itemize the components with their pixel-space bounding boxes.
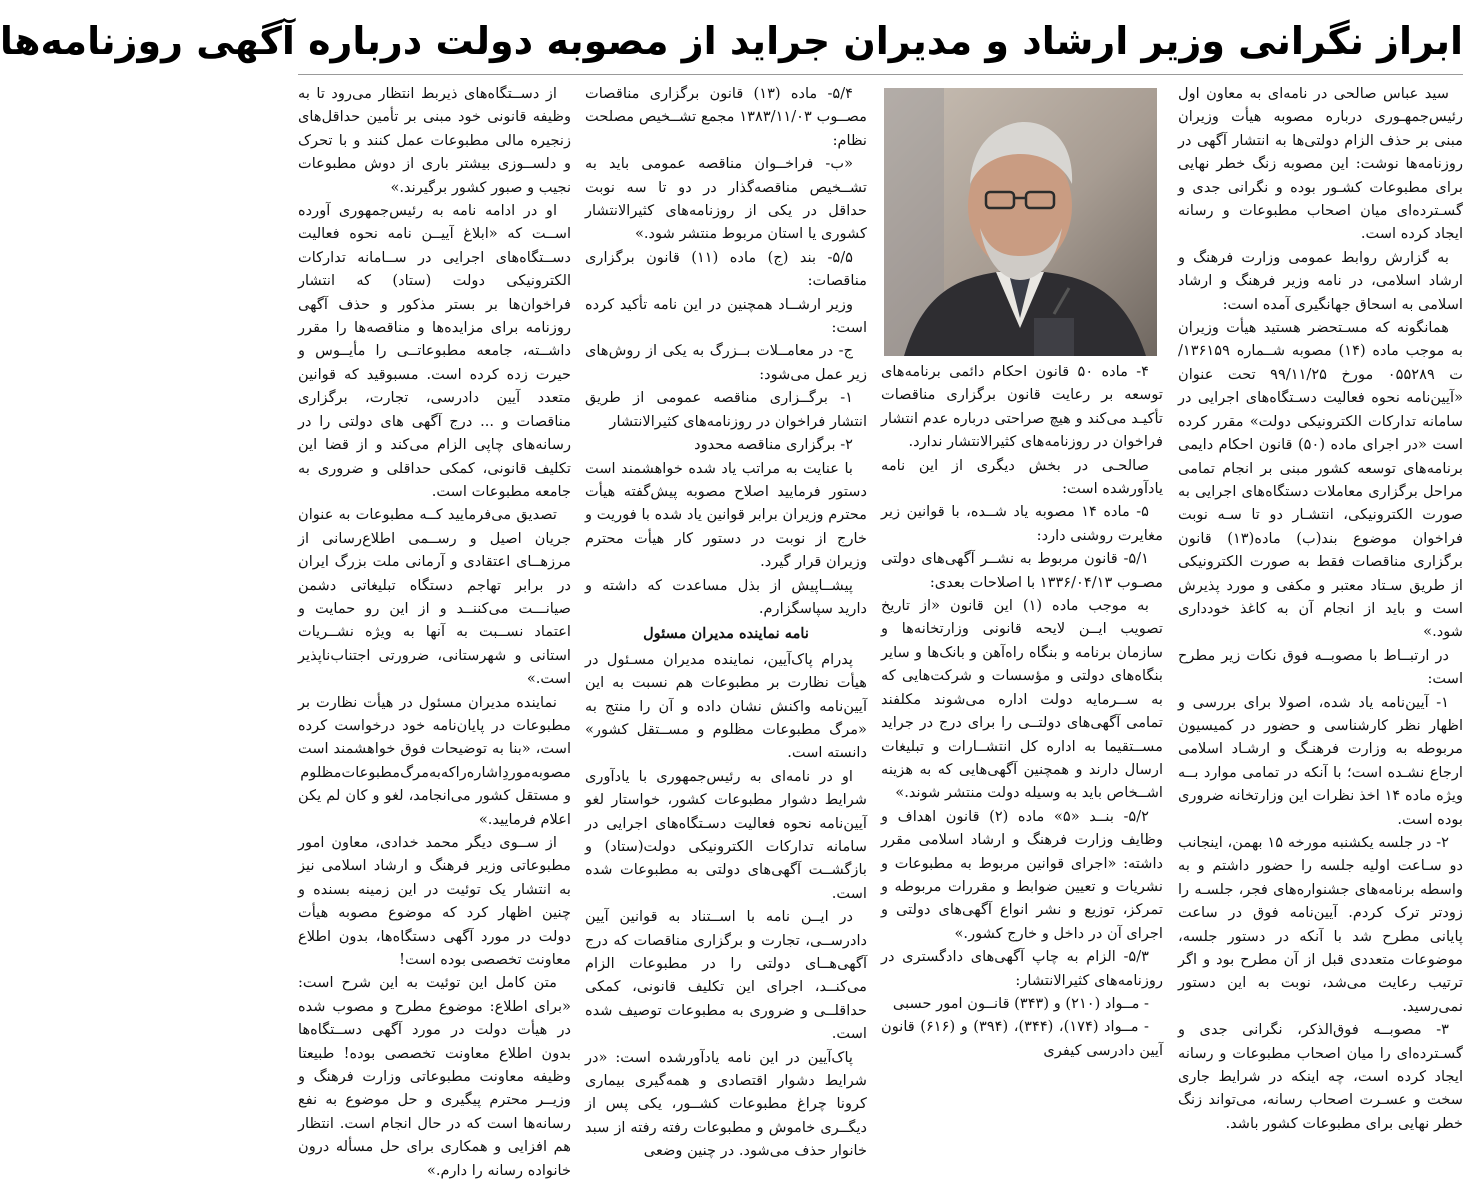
paragraph: ۵/۵- بند (ج) ماده (۱۱) قانون برگزاری مناقصات:: [585, 248, 867, 290]
paragraph: به گزارش روابط عمومی وزارت فرهنگ و ارشاد اسلامی، در نامه وزیر فرهنگ و ارشاد اسلامی به اسحاق جهانگیری آمده است:: [1178, 248, 1463, 313]
paragraph: پاک‌آیین در این نامه یادآورشده است: «در شرایط دشوار اقتصادی و همه‌گیری بیماری کرونا چراغ مطبوعات کشــور، یکی پس از دیگــری خاموش و مطبوعات رفته رفته از سبد خانوار حذف می‌شود. در چنین وضعی: [585, 1048, 867, 1160]
minister-portrait-image: [884, 88, 1157, 356]
paragraph: در ایــن نامه با اســتناد به قوانین آیین دادرســی، تجارت و برگزاری مناقصات که درج آگهی‌هــای دولتی را در مطبوعات الزام می‌کنــد، اجرای این تکلیف قانونی، کمکی حداقلــی و ضروری به مطبوعات توصیف شده است.: [585, 908, 867, 1043]
paragraph: همانگونه که مسـتحضر هستید هیأت وزیران به موجب ماده (۱۴) مصوبه شــماره ۱۳۶۱۵۹/ت ۰۵۵۲۸۹ مورخ ۹۹/۱۱/۲۵ تحت عنوان «آیین‌نامه نحوه فعالیت دسـتگاه‌های اجرایی در سامانه تدارکات الکترونیکی دولت» مقرر کرده است «در اجرای ماده (۵۰) قانون احکام دایمی برنامه‌های توسعه کشور مبنی بر انجام تمامی مراحل برگزاری معاملات دستگاه‌های اجرایی به صورت الکترونیکی، انتشـار دو تا سـه نوبت فراخوان موضوع بند(ب) ماده(۱۳) قانون برگزاری مناقصات فقط به صورت الکترونیکی از طریق سـتاد معتبر و مکفی و مورد پذیرش است و باید از انجام آن به کاغذ خودداری شود.»: [1178, 319, 1463, 641]
paragraph: از دســتگاه‌های ذیربط انتظار می‌رود تا به وظیفه قانونی خود مبنی بر تأمین حداقل‌های زنجیره مالی مطبوعات عمل کنند و با تحرک و دلســوزی بیشتر باری از دوش مطبوعات نجیب و صبور کشور برگیرند.»: [298, 85, 571, 196]
paragraph: ۵- ماده ۱۴ مصوبه یاد شــده، با قوانین زیر مغایرت روشنی دارد:: [881, 503, 1163, 544]
paragraph: وزیر ارشــاد همچنین در این نامه تأکید کرده است:: [585, 295, 867, 337]
paragraph: ۵/۴- ماده (۱۳) قانون برگزاری مناقصات مصــوب ۱۳۸۳/۱۱/۰۳ مجمع تشــخیص مصلحت نظام:: [585, 85, 867, 149]
paragraph: او در نامه‌ای به رئیس‌جمهوری با یادآوری شرایط دشوار مطبوعات کشور، خواستار لغو آیین‌نامه نحوه فعالیت دسـتگاه‌های اجرایی در سامانه تدارکات الکترونیکی دولت(ستاد) و بازگشــت آگهی‌های دولتی به مطبوعات شده است.: [585, 767, 867, 902]
paragraph: پدرام پاک‌آیین، نماینده مدیران مسـئول در هیأت نظارت بر مطبوعات هم نسبت به این آیین‌نامه واکنش نشان داده و آن را منتج به «مرگ مطبوعات مظلوم و مســتقل کشور» دانسته است.: [585, 650, 867, 762]
article-columns: [298, 82, 1463, 1179]
paragraph: ۴- ماده ۵۰ قانون احکام دائمی برنامه‌های توسعه بر رعایت قانون برگزاری مناقصات تأکیـد می‌کند و هیچ صراحتی درباره عدم انتشار فراخوان در روزنامه‌های کثیرالانتشار ندارد.: [881, 363, 1163, 451]
paragraph: ۳- مصوبــه فوق‌الذکر، نگرانی جدی و گسـترده‌ای را میان اصحاب مطبوعات و رسانه ایجاد کرده است، چه اینکه در شرایط جاری سخت و عسـرت اصحاب رسانه، می‌تواند زنگ خطر نهایی برای مطبوعات کشور باشد.: [1178, 1021, 1463, 1132]
paragraph: با عنایت به مراتب یاد شده خواهشمند است دستور فرمایید اصلاح مصوبه پیش‌گفته هیأت محترم وزیران برابر قوانین یاد شده با فوریت و خارج از نوبت در دستور کار هیأت محترم وزیران قرار گیرد.: [585, 459, 867, 571]
paragraph: نماینده مدیران مسئول در هیأت نظارت بر مطبوعات در پایان‌نامه خود درخواست کرده است، «بنا به توضیحات فوق خواهشمند است مصوبه‌موردِاشاره‌راکه‌به‌مرگ‌مطبوعات‌مظلوم و مستقل کشور می‌انجامد، لغو و کان لم یکن اعلام فرمایید.»: [298, 693, 571, 828]
paragraph: ۵/۱- قانون مربوط به نشــر آگهی‌های دولتی مصـوب ۱۳۳۶/۰۴/۱۳ با اصلاحات بعدی:: [881, 550, 1163, 591]
paragraph: ۲- در جلسه یکشنبه مورخه ۱۵ بهمن، اینجانب دو سـاعت اولیه جلسه را حضور داشتم و به واسطه برنامه‌های جشنواره‌های فجر، جلسـه را زودتر ترک کردم. آیین‌نامه فوق در ساعت پایانی مطرح شد با آنکه در دستور جلسه، موضوعات متعددی قبل از آن مطرح بود و اگر ترتیب رعایت می‌شد، نوبت به این دستور نمی‌رسید.: [1178, 834, 1463, 1015]
paragraph: - مــواد (۱۷۴)، (۳۴۴)، (۳۹۴) و (۶۱۶) قانون آیین دادرسی کیفری: [881, 1018, 1163, 1059]
paragraph: به موجب ماده (۱) این قانون «از تاریخ تصویب ایــن لایحه قانونی وزارتخانه‌ها و سازمان برنامه و بنگاه راه‌آهن و بانک‌ها و سایر بنگاه‌های دولتی و مؤسسات و شرکت‌هایی که به ســرمایه دولت اداره می‌شوند مکلفند تمامی آگهی‌های دولتــی را برای درج در جراید مســتقیما به اداره کل انتشــارات و تبلیغات ارسال دارند و همچنین آگهی‌هایی که به هزینه اشــخاص باید به وسیله دولت منتشر شوند.»: [881, 597, 1163, 802]
paragraph: ۵/۲- بنــد «۵» ماده (۲) قانون اهداف و وظایف وزارت فرهنگ و ارشاد اسلامی مقرر داشته: «اجرای قوانین مربوط به مطبوعات و نشریات و تعیین ضوابط و مقررات مربوطه و تمرکز، توزیع و نشر انواع آگهی‌های دولتی و اجرای آن در داخل و خارج کشور.»: [881, 807, 1163, 942]
paragraph: تصدیق می‌فرمایید کــه مطبوعات به عنوان جریان اصیل و رســمی اطلاع‌رسانی از مرزهــای اعتقادی و آرمانی ملت بزرگ ایران در برابر تهاجم دستگاه تبلیغاتی دشمن صیانـــت می‌کننــد و از این رو حمایت و اعتماد نســبت به آنها به ویژه نشــریات استانی و شهرستانی، ضرورتی اجتناب‌ناپذیر است.»: [298, 506, 571, 688]
subheading: نامه نماینده مدیران مسئول: [643, 625, 809, 643]
minister-photo: [884, 88, 1157, 356]
column-3: [585, 82, 867, 1160]
paragraph: ۱- برگــزاری مناقصه عمومی از طریق انتشار فراخوان در روزنامه‌های کثیرالانتشار: [585, 389, 867, 430]
paragraph: - مــواد (۲۱۰) و (۳۴۳) قانــون امور حسبی: [892, 994, 1149, 1012]
column-4: [298, 82, 571, 1179]
article-headline: ابراز نگرانی وزیر ارشاد و مدیران جراید از مصوبه دولت درباره آگهی روزنامه‌ها: [298, 8, 1463, 75]
paragraph: ۵/۳- الزام به چاپ آگهی‌های دادگستری در روزنامه‌های کثیرالانتشار:: [881, 948, 1163, 989]
paragraph: صالحـی در بخش دیگری از این نامه یادآورشده است:: [881, 456, 1163, 498]
paragraph: ۲- برگزاری مناقصه محدود: [694, 436, 853, 454]
paragraph: از ســوی دیگر محمد خدادی، معاون امور مطبوعاتی وزیر فرهنگ و ارشاد اسلامی نیز به انتشار یک توئیت در این زمینه بسنده و چنین اظهار کرد که موضوع مصوبه هیأت دولت در مورد آگهی دستگاه‌ها، بدون اطلاع معاونت تخصصی بوده است!: [298, 834, 571, 969]
paragraph: «ب- فراخــوان مناقصه عمومی باید به تشــخیص مناقصه‌گذار در دو تا سه نوبت حداقل در یکی از روزنامه‌های کثیرالانتشار کشوری یا استان مربوط منتشر شود.»: [585, 155, 867, 243]
column-1: [1178, 82, 1463, 1142]
paragraph: متن کامل این توئیت به این شرح است: «برای اطلاع: موضوع مطرح و مصوب شده در هیأت دولت در مورد آگهی دســتگاه‌ها بدون اطلاع معاونت تخصصی بوده! طبیعتا وظیفه معاونت مطبوعاتی وزارت فرهنگ و وزیــر محترم پیگیری و حل موضوع به نفع رسانه‌ها است که در حال انجام است. انتظار هم افزایی و همکاری برای حل مسأله درون خانواده رسانه را دارم.»: [298, 974, 571, 1179]
paragraph: ج- در معامــلات بــزرگ به یکی از روش‌های زیر عمل می‌شود:: [585, 342, 867, 383]
paragraph: او در ادامه نامه به رئیس‌جمهوری آورده اســت که «ابلاغ آییــن نامه نحوه فعالیت دســتگاه‌های اجرایی در ســامانه تدارکات الکترونیکی دولت (ستاد) که انتشار فراخوان‌ها بر بستر مذکور و حذف آگهی روزنامه برای مزایده‌ها و مناقصه‌ها را مقرر داشــته، جامعه مطبوعاتــی را مأیــوس و حیرت زده کرده است. مسبوقید که قوانین متعدد آیین دادرسی، تجارت، برگزاری مناقصات و ... درج آگهی های دولتی را در رسانه‌های چاپی الزام می‌کند و از قضا این تکلیف قانونی، کمکی حداقلی و ضروری به جامعه مطبوعات است.: [298, 202, 571, 500]
paragraph: ۱- آیین‌نامه یاد شده، اصولا برای بررسی و اظهار نظر کارشناسی و حضور در کمیسیون مربوطه به وزارت فرهنـگ و ارشـاد اسلامی ارجاع نشـده است؛ با آنکه در تمامی موارد بــه ویژه ماده ۱۴ اخذ نظرات این وزارتخانه ضروری بوده است.: [1178, 693, 1463, 828]
paragraph: پیشــاپیش از بذل مساعدت که داشته و دارید سپاسگزارم.: [585, 576, 867, 617]
paragraph: سید عباس صالحی در نامه‌ای به معاون اول رئیس‌جمهـوری درباره مصوبه هیأت وزیران مبنی بر حذف الزام دولتی‌ها به انتشار آگهی در روزنامه‌ها نوشت: این مصوبه زنگ خطر نهایی برای مطبوعات کشـور بوده و نگرانی جدی و گسـترده‌ای میان اصحاب مطبوعات و رسانه ایجاد کرده است.: [1178, 85, 1463, 243]
paragraph: در ارتبــاط با مصوبــه فوق نکات زیر مطرح است:: [1178, 646, 1463, 688]
column-2-body: [881, 360, 1163, 1142]
